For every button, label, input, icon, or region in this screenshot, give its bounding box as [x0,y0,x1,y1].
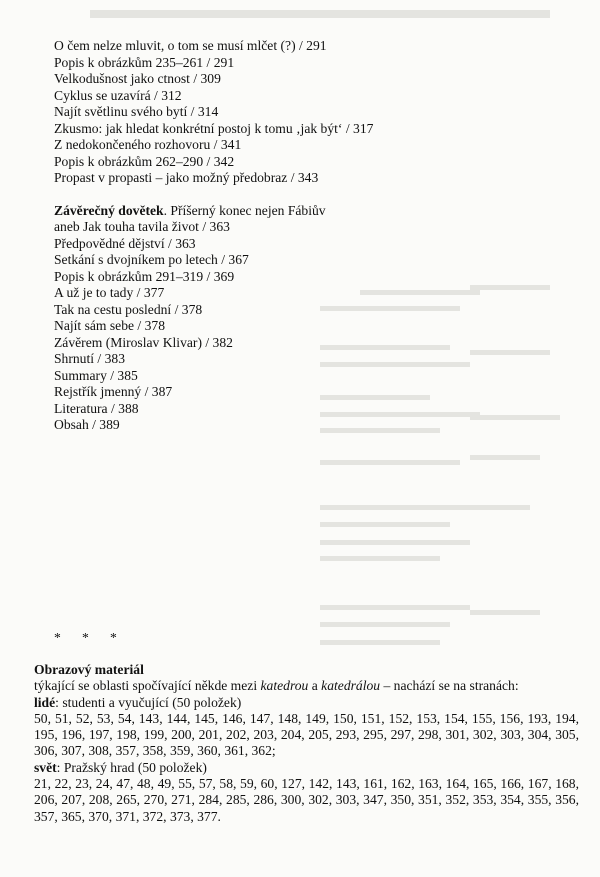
intro-italic-katedrou: katedrou [260,678,309,694]
intro-text: týkající se oblasti spočívající někde mezi [34,678,261,694]
star-glyph: * [54,630,61,645]
image-material-section [34,662,579,825]
toc-entry: O čem nelze mluvit, o tom se musí mlčet (?) / 291 [54,38,327,53]
section-heading [54,203,574,220]
star-glyph: * [110,630,117,645]
section-heading-bold: Závěrečný dovětek [54,202,164,218]
toc-entry: Popis k obrázkům 262–290 / 342 [54,153,235,169]
toc-entry: A už je to tady / 377 [54,285,165,300]
intro-italic-katedralou: katedrálou [321,678,381,694]
section-divider-stars [54,630,138,646]
toc-entry: Cyklus se uzavírá / 312 [54,87,182,103]
world-description: : Pražský hrad (50 položek) [56,759,207,775]
toc-entry: Popis k obrázkům 235–261 / 291 [54,54,235,70]
toc-entry: Literatura / 388 [54,400,139,416]
world-page-numbers: 21, 22, 23, 24, 47, 48, 49, 55, 57, 58, 59, 60, 127, 142, 143, 161, 162, 163, 164, 165, 166, 167, 168, 206, 207, 208, 265, 270, 271, 284, 285, 286, 300, 302, 303, 347, 350, 351, 352, 353, 354, 355, 356, 357, 365, 370, 371, 372, 373, 377. [34,776,579,824]
toc-entry: Tak na cestu poslední / 378 [54,301,203,317]
toc-entry: Rejstřík jmenný / 387 [54,384,173,399]
section-heading-rest: . Příšerný konec nejen Fábiův [163,202,326,218]
toc-entry: Propast v propasti – jako možný předobraz / 343 [54,170,319,185]
toc-entry: Summary / 385 [54,367,138,383]
people-page-numbers: 50, 51, 52, 53, 54, 143, 144, 145, 146, 147, 148, 149, 150, 151, 152, 153, 154, 155, 156, 193, 194, 195, 196, 197, 198, 199, 200, 201, 202, 203, 204, 205, 293, 295, 297, 298, 301, 302, 303, 304, 305, 306, 307, 308, 357, 358, 359, 360, 361, 362; [34,710,579,759]
intro-text: – nachází se na stranách: [380,678,519,694]
toc-entry: Zkusmo: jak hledat konkrétní postoj k tomu ‚jak být‘ / 317 [54,120,374,136]
toc-entry: Z nedokončeného rozhovoru / 341 [54,137,242,152]
toc-entry: Velkodušnost jako ctnost / 309 [54,71,221,86]
star-glyph: * [82,630,89,645]
toc-group-1 [54,38,574,187]
world-label: svět [34,759,57,775]
intro-text: a [308,678,322,694]
toc-entry: Závěrem (Miroslav Klivar) / 382 [54,334,233,350]
table-of-contents [54,38,574,434]
toc-group-2 [54,203,574,434]
world-heading [34,760,579,776]
toc-entry: Obsah / 389 [54,417,120,432]
toc-entry: Popis k obrázkům 291–319 / 369 [54,268,235,284]
toc-entry: Předpovědné dějství / 363 [54,235,196,251]
toc-entry: Najít světlinu svého bytí / 314 [54,104,219,119]
material-intro [34,678,579,694]
people-label: lidé [34,694,56,710]
toc-entry: Setkání s dvojníkem po letech / 367 [54,252,249,267]
toc-entry: Shrnutí / 383 [54,351,125,366]
toc-entry: aneb Jak touha tavila život / 363 [54,219,230,234]
people-description: : studenti a vyučující (50 položek) [55,694,242,710]
people-heading [34,695,579,711]
toc-entry: Najít sám sebe / 378 [54,318,165,333]
material-title: Obrazový materiál [34,662,144,677]
